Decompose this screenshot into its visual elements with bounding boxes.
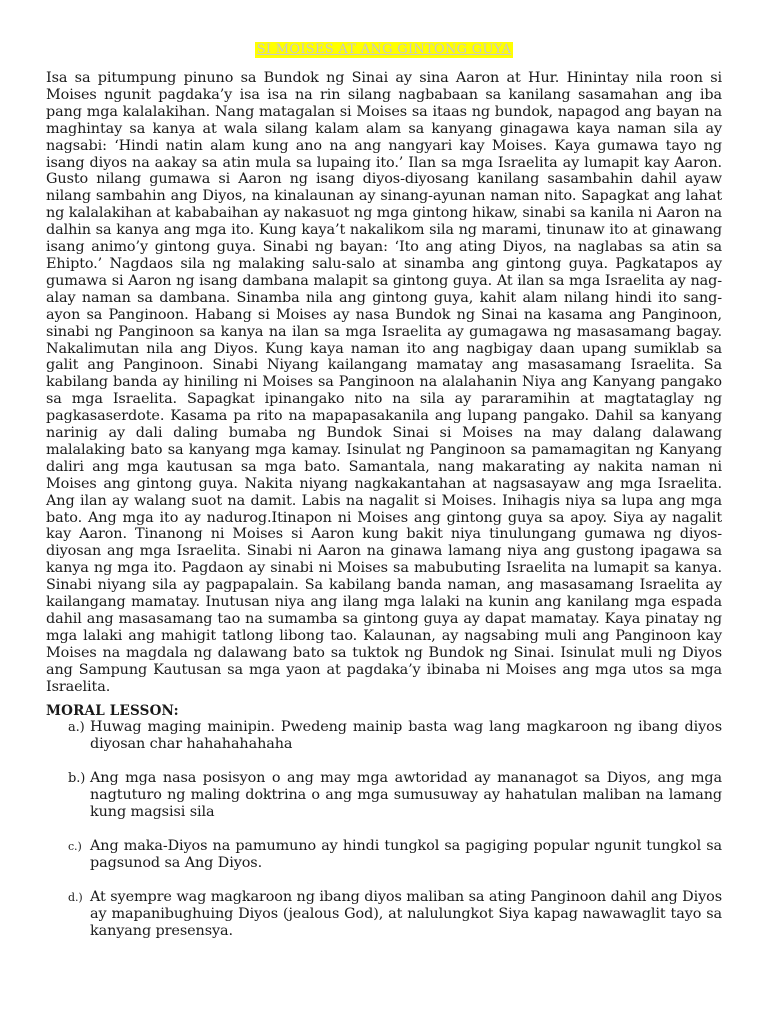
moral-text-d: At syempre wag magkaroon ng ibang diyos maliban sa ating Panginoon dahil ang Diyos ay mapanibughuing Diyos (jealous God), at nalulungkot Siya kapag nawawaglit tayo sa kanyang presensya.: [90, 889, 722, 939]
document-title: SI MOISES AT ANG GINTONG GUYA: [256, 42, 512, 57]
moral-letter-d: d.): [68, 891, 83, 904]
moral-item-b: [68, 770, 722, 821]
moral-item-a: [68, 719, 722, 753]
moral-letter-a: a.): [68, 720, 85, 735]
moral-lesson-list: [68, 719, 722, 957]
moral-letter-c: c.): [68, 840, 82, 853]
moral-item-d: [68, 889, 722, 940]
moral-text-b: Ang mga nasa posisyon o ang may mga awtoridad ay mananagot sa Diyos, ang mga nagtuturo ng maling doktrina o ang mga sumusuway ay hahatulan maliban na lamang kung magsisi sila: [90, 770, 722, 820]
moral-text-a: Huwag maging mainipin. Pwedeng mainip basta wag lang magkaroon ng ibang diyos diyosan char hahahahahaha: [90, 719, 722, 752]
moral-text-c: Ang maka-Diyos na pamumuno ay hindi tungkol sa pagiging popular ngunit tungkol sa pagsunod sa Ang Diyos.: [90, 838, 722, 871]
moral-letter-b: b.): [68, 771, 86, 786]
title-container: [0, 38, 768, 58]
story-paragraph: Isa sa pitumpung pinuno sa Bundok ng Sinai ay sina Aaron at Hur. Hinintay nila roon si Moises ngunit pagdaka’y isa isa na rin silang nagbabaan sa kanilang sasamahan ang iba pang mga kalalakihan. Nang matagalan si Moises sa itaas ng bundok, napagod ang bayan na maghintay sa kanya at wala silang kalam alam sa kanyang ginagawa kaya naman sila ay nagsabi: ‘Hindi natin alam kung ano na ang nangyari kay Moises. Kaya gumawa tayo ng isang diyos na aakay sa atin mula sa lupaing ito.’ Ilan sa mga Israelita ay lumapit kay Aaron. Gusto nilang gumawa si Aaron ng isang diyos-diyosang kanilang sasambahin dahil ayaw nilang sambahin ang Diyos, na kinalaunan ay sinang-ayunan naman nito. Sapagkat ang lahat ng kalalakihan at kababaihan ay nakasuot ng mga gintong hikaw, sinabi sa kanila ni Aaron na dalhin sa kanya ang mga ito. Kung kaya’t nakalikom sila ng marami, tinunaw ito at ginawang isang animo’y gintong guya. Sinabi ng bayan: ‘Ito ang ating Diyos, na naglabas sa atin sa Ehipto.’ Nagdaos sila ng malaking salu-salo at sinamba ang gintong guya. Pagkatapos ay gumawa si Aaron ng isang dambana malapit sa gintong guya. At ilan sa mga Israelita ay nag-alay naman sa dambana. Sinamba nila ang gintong guya, kahit alam nilang hindi ito sang-ayon sa Panginoon. Habang si Moises ay nasa Bundok ng Sinai na kasama ang Panginoon, sinabi ng Panginoon sa kanya na ilan sa mga Israelita ay gumagawa ng masasamang bagay. Nakalimutan nila ang Diyos. Kung kaya naman ito ang nagbigay daan upang sumiklab sa galit ang Panginoon. Sinabi Niyang kailangang mamatay ang masasamang Israelita. Sa kabilang banda ay hiniling ni Moises sa Panginoon na alalahanin Niya ang Kanyang pangako sa mga Israelita. Sapagkat ipinangako nito na sila ay pararamihin at magtataglay ng pagkasaserdote. Kasama pa rito na mapapasakanila ang lupang pangako. Dahil sa kanyang narinig ay dali daling bumaba ng Bundok Sinai si Moises na may dalang dalawang malalaking bato sa kanyang mga kamay. Isinulat ng Panginoon sa pamamagitan ng Kanyang daliri ang mga kautusan sa mga bato. Samantala, nang makarating ay nakita naman ni Moises ang gintong guya. Nakita niyang nagkakantahan at nagsasayaw ang mga Israelita. Ang ilan ay walang suot na damit. Labis na nagalit si Moises. Inihagis niya sa lupa ang mga bato. Ang mga ito ay nadurog.Itinapon ni Moises ang gintong guya sa apoy. Siya ay nagalit kay Aaron. Tinanong ni Moises si Aaron kung bakit niya tinulungang gumawa ng diyos-diyosan ang mga Israelita. Sinabi ni Aaron na ginawa lamang niya ang gustong ipagawa sa kanya ng mga ito. Pagdaon ay sinabi ni Moises sa mabubuting Israelita na lumapit sa kanya. Sinabi niyang sila ay pagpapalain. Sa kabilang banda naman, ang masasamang Israelita ay kailangang mamatay. Inutusan niya ang ilang mga lalaki na kunin ang kanilang mga espada dahil ang masasamang tao na sumamba sa gintong guya ay dapat mamatay. Kaya pinatay ng mga lalaki ang mahigit tatlong libong tao. Kalaunan, ay nagsabing muli ang Panginoon kay Moises na magdala ng dalawang bato sa tuktok ng Bundok ng Sinai. Isinulat muli ng Diyos ang Sampung Kautusan sa mga yaon at pagdaka’y ibinaba ni Moises ang mga utos sa mga Israelita.: [46, 70, 722, 695]
moral-item-c: [68, 838, 722, 872]
moral-lesson-heading: MORAL LESSON:: [46, 703, 179, 719]
